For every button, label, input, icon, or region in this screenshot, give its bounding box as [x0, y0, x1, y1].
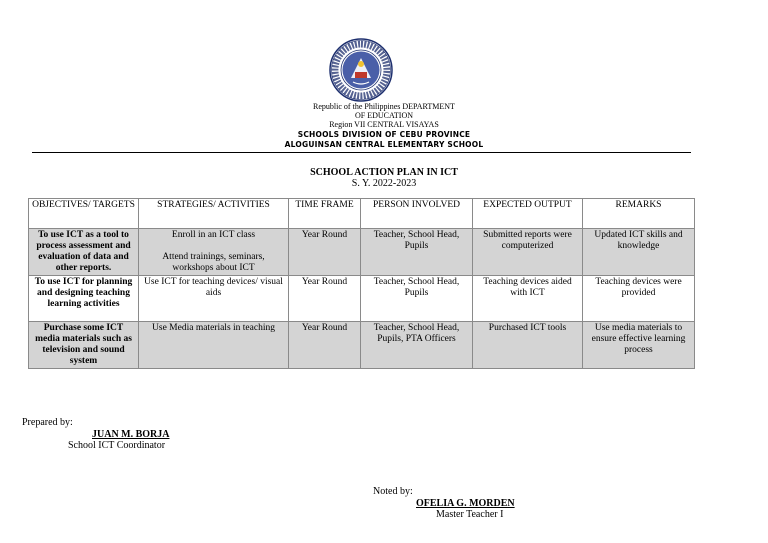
- person-cell: Teacher, School Head, Pupils: [361, 276, 473, 322]
- output-cell: Submitted reports were computerized: [473, 229, 583, 276]
- remarks-cell: Use media materials to ensure effective learning process: [583, 322, 695, 369]
- table-row: [29, 229, 695, 276]
- table-row: [29, 322, 695, 369]
- output-cell: Purchased ICT tools: [473, 322, 583, 369]
- objective-cell: To use ICT for planning and designing teaching learning activities: [29, 276, 139, 322]
- strategy-cell: Use ICT for teaching devices/ visual aids: [139, 276, 289, 322]
- prepared-by-position: School ICT Coordinator: [68, 440, 166, 451]
- header-divider: [32, 152, 691, 153]
- header-remarks: REMARKS: [583, 199, 695, 229]
- remarks-cell: Updated ICT skills and knowledge: [583, 229, 695, 276]
- objective-cell: Purchase some ICT media materials such as television and sound system: [29, 322, 139, 369]
- remarks-cell: Teaching devices were provided: [583, 276, 695, 322]
- person-cell: Teacher, School Head, Pupils: [361, 229, 473, 276]
- header-region: Region VII CENTRAL VISAYAS: [329, 120, 439, 129]
- time-frame-cell: Year Round: [289, 229, 361, 276]
- header-objectives: OBJECTIVES/ TARGETS: [29, 199, 139, 229]
- strategy-item: Attend trainings, seminars, workshops about ICT: [162, 252, 265, 273]
- time-frame-cell: Year Round: [289, 276, 361, 322]
- strategy-cell: Use Media materials in teaching: [139, 322, 289, 369]
- output-cell: Teaching devices aided with ICT: [473, 276, 583, 322]
- strategy-item: Enroll in an ICT class: [171, 230, 256, 240]
- prepared-by-name: JUAN M. BORJA: [92, 429, 170, 440]
- noted-by-name: OFELIA G. MORDEN: [416, 498, 515, 509]
- person-cell: Teacher, School Head, Pupils, PTA Officers: [361, 322, 473, 369]
- header-expected-output: EXPECTED OUTPUT: [473, 199, 583, 229]
- table-row: [29, 276, 695, 322]
- prepared-by-label: Prepared by:: [22, 417, 73, 428]
- noted-by-position: Master Teacher I: [436, 509, 504, 520]
- header-division: SCHOOLS DIVISION OF CEBU PROVINCE: [297, 130, 471, 139]
- school-year: S. Y. 2022-2023: [351, 178, 417, 189]
- table-header-row: [29, 199, 695, 229]
- deped-seal-logo: [329, 38, 393, 102]
- header-republic: Republic of the Philippines DEPARTMENT: [313, 102, 455, 111]
- time-frame-cell: Year Round: [289, 322, 361, 369]
- noted-by-label: Noted by:: [373, 486, 413, 497]
- objective-cell: To use ICT as a tool to process assessment and evaluation of data and other reports.: [29, 229, 139, 276]
- header-school: ALOGUINSAN CENTRAL ELEMENTARY SCHOOL: [284, 140, 484, 149]
- header-strategies: STRATEGIES/ ACTIVITIES: [139, 199, 289, 229]
- header-time-frame: TIME FRAME: [289, 199, 361, 229]
- header-person-involved: PERSON INVOLVED: [361, 199, 473, 229]
- action-plan-table: [28, 198, 695, 369]
- document-title: SCHOOL ACTION PLAN IN ICT: [310, 167, 458, 178]
- header-department: OF EDUCATION: [355, 111, 413, 120]
- strategy-cell: [139, 229, 289, 276]
